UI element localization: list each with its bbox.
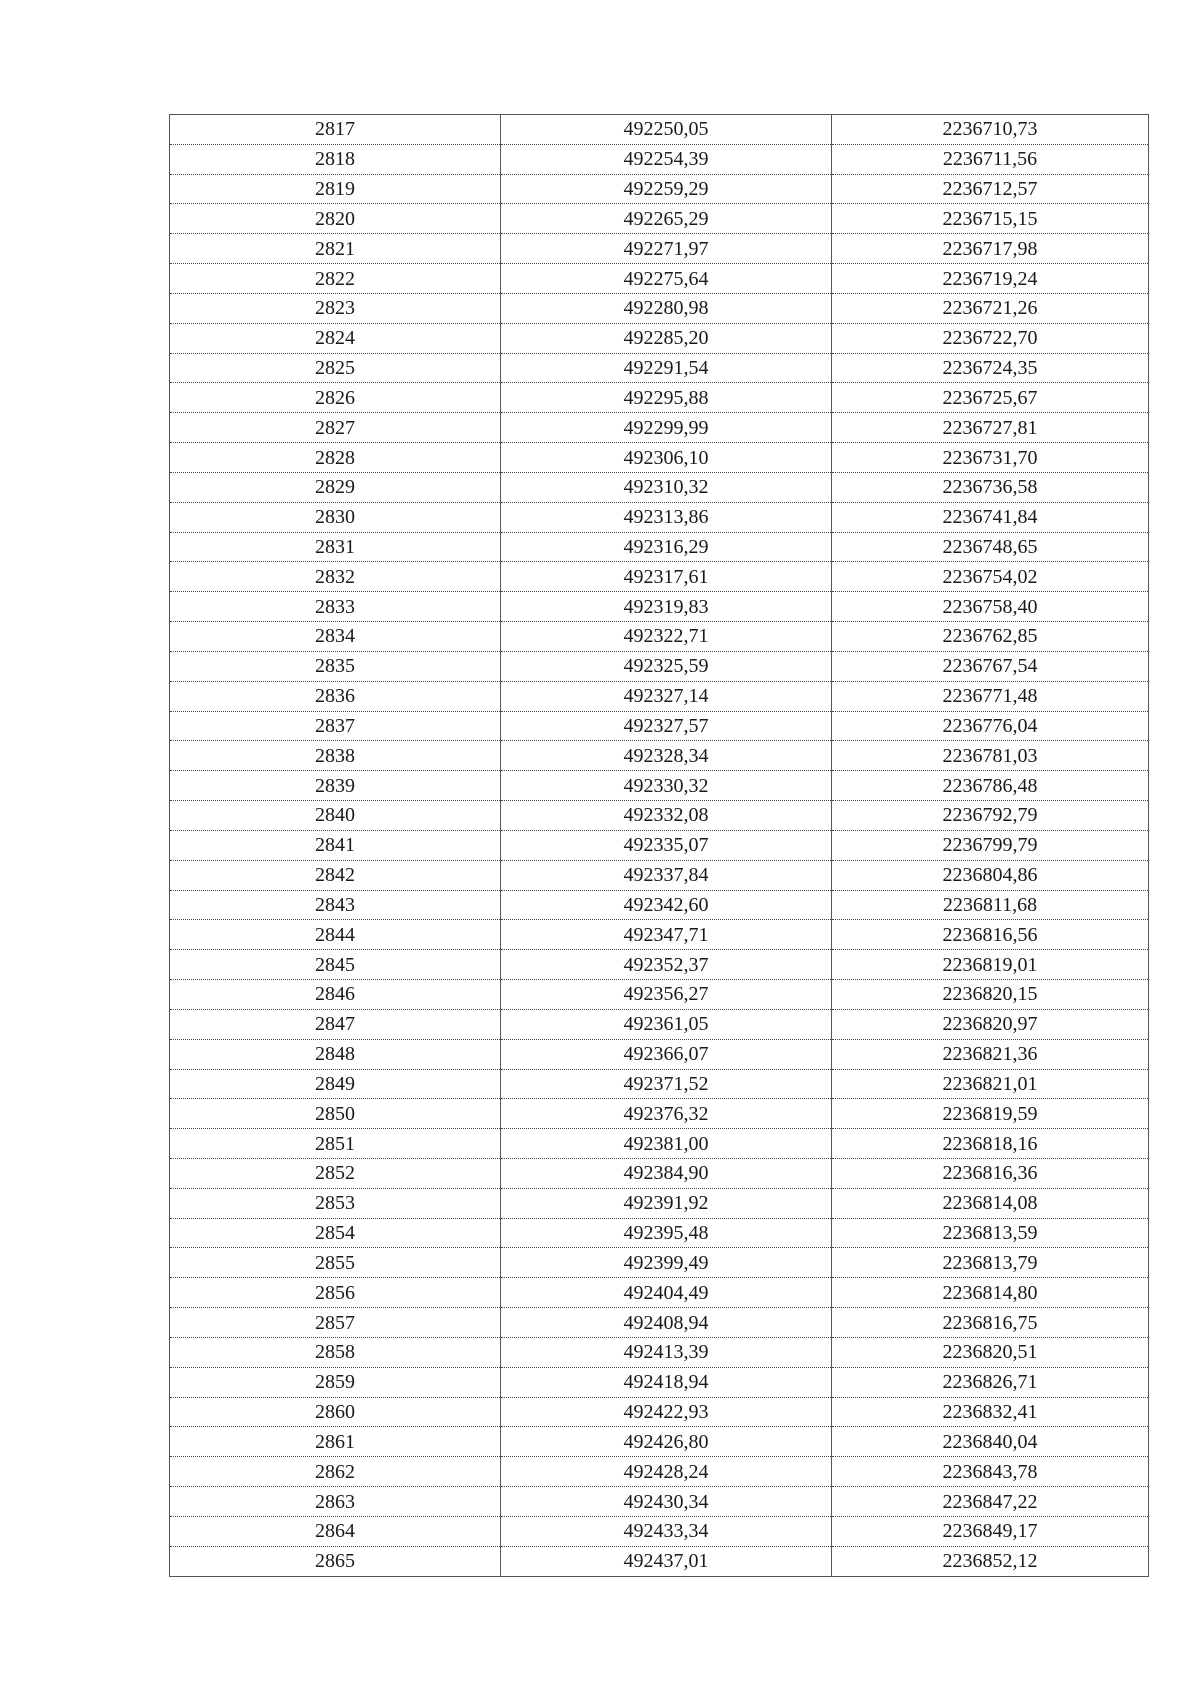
x-coordinate-cell: 492299,99: [501, 413, 832, 443]
table-row: [170, 592, 1149, 622]
point-number-cell: 2836: [170, 681, 501, 711]
point-number-cell: 2857: [170, 1308, 501, 1338]
point-number-cell: 2855: [170, 1248, 501, 1278]
point-number-cell: 2826: [170, 383, 501, 413]
x-coordinate-cell: 492384,90: [501, 1158, 832, 1188]
point-number-cell: 2865: [170, 1546, 501, 1576]
table-row: [170, 234, 1149, 264]
table-row: [170, 472, 1149, 502]
y-coordinate-cell: 2236820,97: [832, 1009, 1149, 1039]
y-coordinate-cell: 2236804,86: [832, 860, 1149, 890]
x-coordinate-cell: 492319,83: [501, 592, 832, 622]
x-coordinate-cell: 492418,94: [501, 1367, 832, 1397]
y-coordinate-cell: 2236711,56: [832, 144, 1149, 174]
point-number-cell: 2861: [170, 1427, 501, 1457]
table-row: [170, 830, 1149, 860]
x-coordinate-cell: 492366,07: [501, 1039, 832, 1069]
point-number-cell: 2854: [170, 1218, 501, 1248]
point-number-cell: 2864: [170, 1516, 501, 1546]
x-coordinate-cell: 492356,27: [501, 980, 832, 1010]
point-number-cell: 2821: [170, 234, 501, 264]
point-number-cell: 2850: [170, 1099, 501, 1129]
point-number-cell: 2858: [170, 1337, 501, 1367]
x-coordinate-cell: 492291,54: [501, 353, 832, 383]
x-coordinate-cell: 492316,29: [501, 532, 832, 562]
x-coordinate-cell: 492310,32: [501, 472, 832, 502]
point-number-cell: 2844: [170, 920, 501, 950]
x-coordinate-cell: 492254,39: [501, 144, 832, 174]
table-row: [170, 681, 1149, 711]
y-coordinate-cell: 2236719,24: [832, 264, 1149, 294]
table-row: [170, 980, 1149, 1010]
y-coordinate-cell: 2236821,01: [832, 1069, 1149, 1099]
x-coordinate-cell: 492408,94: [501, 1308, 832, 1338]
table-row: [170, 502, 1149, 532]
y-coordinate-cell: 2236781,03: [832, 741, 1149, 771]
y-coordinate-cell: 2236758,40: [832, 592, 1149, 622]
point-number-cell: 2859: [170, 1367, 501, 1397]
table-row: [170, 204, 1149, 234]
y-coordinate-cell: 2236792,79: [832, 801, 1149, 831]
table-row: [170, 1308, 1149, 1338]
x-coordinate-cell: 492322,71: [501, 622, 832, 652]
y-coordinate-cell: 2236814,80: [832, 1278, 1149, 1308]
point-number-cell: 2837: [170, 711, 501, 741]
x-coordinate-cell: 492330,32: [501, 771, 832, 801]
table-row: [170, 741, 1149, 771]
table-row: [170, 323, 1149, 353]
point-number-cell: 2830: [170, 502, 501, 532]
y-coordinate-cell: 2236710,73: [832, 115, 1149, 145]
table-row: [170, 443, 1149, 473]
point-number-cell: 2835: [170, 651, 501, 681]
x-coordinate-cell: 492361,05: [501, 1009, 832, 1039]
table-row: [170, 622, 1149, 652]
y-coordinate-cell: 2236811,68: [832, 890, 1149, 920]
y-coordinate-cell: 2236754,02: [832, 562, 1149, 592]
table-row: [170, 711, 1149, 741]
point-number-cell: 2818: [170, 144, 501, 174]
table-row: [170, 771, 1149, 801]
table-row: [170, 890, 1149, 920]
x-coordinate-cell: 492422,93: [501, 1397, 832, 1427]
point-number-cell: 2831: [170, 532, 501, 562]
y-coordinate-cell: 2236767,54: [832, 651, 1149, 681]
x-coordinate-cell: 492313,86: [501, 502, 832, 532]
point-number-cell: 2833: [170, 592, 501, 622]
y-coordinate-cell: 2236748,65: [832, 532, 1149, 562]
table-row: [170, 1516, 1149, 1546]
table-row: [170, 1188, 1149, 1218]
x-coordinate-cell: 492259,29: [501, 174, 832, 204]
y-coordinate-cell: 2236813,59: [832, 1218, 1149, 1248]
x-coordinate-cell: 492285,20: [501, 323, 832, 353]
x-coordinate-cell: 492433,34: [501, 1516, 832, 1546]
x-coordinate-cell: 492437,01: [501, 1546, 832, 1576]
table-row: [170, 1129, 1149, 1159]
x-coordinate-cell: 492332,08: [501, 801, 832, 831]
x-coordinate-cell: 492306,10: [501, 443, 832, 473]
y-coordinate-cell: 2236816,36: [832, 1158, 1149, 1188]
point-number-cell: 2848: [170, 1039, 501, 1069]
x-coordinate-cell: 492295,88: [501, 383, 832, 413]
table-row: [170, 1069, 1149, 1099]
x-coordinate-cell: 492381,00: [501, 1129, 832, 1159]
x-coordinate-cell: 492376,32: [501, 1099, 832, 1129]
table-row: [170, 1487, 1149, 1517]
point-number-cell: 2817: [170, 115, 501, 145]
y-coordinate-cell: 2236712,57: [832, 174, 1149, 204]
x-coordinate-cell: 492325,59: [501, 651, 832, 681]
y-coordinate-cell: 2236816,56: [832, 920, 1149, 950]
y-coordinate-cell: 2236799,79: [832, 830, 1149, 860]
table-row: [170, 1218, 1149, 1248]
point-number-cell: 2824: [170, 323, 501, 353]
table-row: [170, 801, 1149, 831]
y-coordinate-cell: 2236721,26: [832, 293, 1149, 323]
table-row: [170, 174, 1149, 204]
y-coordinate-cell: 2236819,59: [832, 1099, 1149, 1129]
y-coordinate-cell: 2236776,04: [832, 711, 1149, 741]
point-number-cell: 2862: [170, 1457, 501, 1487]
point-number-cell: 2839: [170, 771, 501, 801]
coordinates-table-body: [170, 115, 1149, 1577]
y-coordinate-cell: 2236722,70: [832, 323, 1149, 353]
table-row: [170, 1546, 1149, 1576]
table-row: [170, 353, 1149, 383]
point-number-cell: 2849: [170, 1069, 501, 1099]
y-coordinate-cell: 2236847,22: [832, 1487, 1149, 1517]
point-number-cell: 2847: [170, 1009, 501, 1039]
point-number-cell: 2819: [170, 174, 501, 204]
point-number-cell: 2851: [170, 1129, 501, 1159]
y-coordinate-cell: 2236731,70: [832, 443, 1149, 473]
table-row: [170, 264, 1149, 294]
table-row: [170, 1278, 1149, 1308]
y-coordinate-cell: 2236715,15: [832, 204, 1149, 234]
table-row: [170, 920, 1149, 950]
table-row: [170, 293, 1149, 323]
x-coordinate-cell: 492352,37: [501, 950, 832, 980]
point-number-cell: 2852: [170, 1158, 501, 1188]
point-number-cell: 2846: [170, 980, 501, 1010]
point-number-cell: 2841: [170, 830, 501, 860]
table-row: [170, 1457, 1149, 1487]
y-coordinate-cell: 2236813,79: [832, 1248, 1149, 1278]
point-number-cell: 2860: [170, 1397, 501, 1427]
table-row: [170, 1427, 1149, 1457]
table-row: [170, 1039, 1149, 1069]
y-coordinate-cell: 2236819,01: [832, 950, 1149, 980]
table-row: [170, 562, 1149, 592]
y-coordinate-cell: 2236821,36: [832, 1039, 1149, 1069]
point-number-cell: 2822: [170, 264, 501, 294]
point-number-cell: 2845: [170, 950, 501, 980]
coordinates-table: [169, 114, 1149, 1577]
point-number-cell: 2828: [170, 443, 501, 473]
x-coordinate-cell: 492395,48: [501, 1218, 832, 1248]
point-number-cell: 2823: [170, 293, 501, 323]
x-coordinate-cell: 492280,98: [501, 293, 832, 323]
x-coordinate-cell: 492428,24: [501, 1457, 832, 1487]
table-row: [170, 115, 1149, 145]
table-row: [170, 532, 1149, 562]
y-coordinate-cell: 2236818,16: [832, 1129, 1149, 1159]
y-coordinate-cell: 2236814,08: [832, 1188, 1149, 1218]
x-coordinate-cell: 492327,14: [501, 681, 832, 711]
point-number-cell: 2863: [170, 1487, 501, 1517]
table-row: [170, 651, 1149, 681]
point-number-cell: 2843: [170, 890, 501, 920]
x-coordinate-cell: 492275,64: [501, 264, 832, 294]
point-number-cell: 2842: [170, 860, 501, 890]
table-row: [170, 1158, 1149, 1188]
x-coordinate-cell: 492250,05: [501, 115, 832, 145]
y-coordinate-cell: 2236820,15: [832, 980, 1149, 1010]
table-row: [170, 1397, 1149, 1427]
table-row: [170, 860, 1149, 890]
x-coordinate-cell: 492337,84: [501, 860, 832, 890]
y-coordinate-cell: 2236820,51: [832, 1337, 1149, 1367]
table-row: [170, 383, 1149, 413]
y-coordinate-cell: 2236826,71: [832, 1367, 1149, 1397]
table-row: [170, 1248, 1149, 1278]
y-coordinate-cell: 2236840,04: [832, 1427, 1149, 1457]
point-number-cell: 2853: [170, 1188, 501, 1218]
y-coordinate-cell: 2236771,48: [832, 681, 1149, 711]
y-coordinate-cell: 2236736,58: [832, 472, 1149, 502]
x-coordinate-cell: 492317,61: [501, 562, 832, 592]
y-coordinate-cell: 2236852,12: [832, 1546, 1149, 1576]
y-coordinate-cell: 2236725,67: [832, 383, 1149, 413]
point-number-cell: 2829: [170, 472, 501, 502]
y-coordinate-cell: 2236832,41: [832, 1397, 1149, 1427]
y-coordinate-cell: 2236724,35: [832, 353, 1149, 383]
point-number-cell: 2840: [170, 801, 501, 831]
point-number-cell: 2832: [170, 562, 501, 592]
x-coordinate-cell: 492347,71: [501, 920, 832, 950]
y-coordinate-cell: 2236816,75: [832, 1308, 1149, 1338]
x-coordinate-cell: 492430,34: [501, 1487, 832, 1517]
y-coordinate-cell: 2236843,78: [832, 1457, 1149, 1487]
x-coordinate-cell: 492404,49: [501, 1278, 832, 1308]
x-coordinate-cell: 492426,80: [501, 1427, 832, 1457]
point-number-cell: 2827: [170, 413, 501, 443]
point-number-cell: 2820: [170, 204, 501, 234]
x-coordinate-cell: 492391,92: [501, 1188, 832, 1218]
y-coordinate-cell: 2236717,98: [832, 234, 1149, 264]
table-row: [170, 950, 1149, 980]
x-coordinate-cell: 492399,49: [501, 1248, 832, 1278]
x-coordinate-cell: 492327,57: [501, 711, 832, 741]
table-row: [170, 1337, 1149, 1367]
point-number-cell: 2856: [170, 1278, 501, 1308]
x-coordinate-cell: 492335,07: [501, 830, 832, 860]
table-row: [170, 413, 1149, 443]
table-row: [170, 1009, 1149, 1039]
y-coordinate-cell: 2236741,84: [832, 502, 1149, 532]
table-row: [170, 144, 1149, 174]
x-coordinate-cell: 492413,39: [501, 1337, 832, 1367]
y-coordinate-cell: 2236762,85: [832, 622, 1149, 652]
y-coordinate-cell: 2236786,48: [832, 771, 1149, 801]
x-coordinate-cell: 492371,52: [501, 1069, 832, 1099]
table-row: [170, 1099, 1149, 1129]
x-coordinate-cell: 492265,29: [501, 204, 832, 234]
table-row: [170, 1367, 1149, 1397]
point-number-cell: 2834: [170, 622, 501, 652]
point-number-cell: 2825: [170, 353, 501, 383]
y-coordinate-cell: 2236727,81: [832, 413, 1149, 443]
x-coordinate-cell: 492271,97: [501, 234, 832, 264]
point-number-cell: 2838: [170, 741, 501, 771]
x-coordinate-cell: 492342,60: [501, 890, 832, 920]
y-coordinate-cell: 2236849,17: [832, 1516, 1149, 1546]
x-coordinate-cell: 492328,34: [501, 741, 832, 771]
